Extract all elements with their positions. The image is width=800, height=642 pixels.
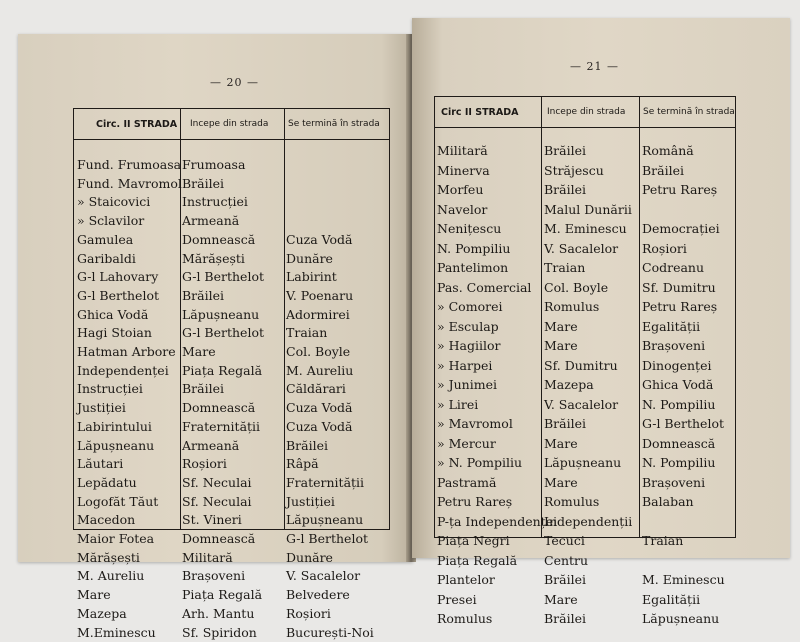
street-name: » Mavromol	[437, 416, 513, 431]
street-name: Minerva	[437, 162, 490, 178]
page-number: — 21 —	[570, 60, 619, 73]
table-header	[74, 109, 389, 140]
end-street: Brăilei	[286, 437, 329, 453]
table-row	[435, 436, 735, 453]
table-row	[435, 358, 735, 375]
street-name: » Sclavilor	[77, 213, 145, 229]
table-row	[74, 625, 389, 642]
table-row	[435, 455, 735, 472]
street-name: » Comorei	[437, 299, 503, 314]
start-street: Brăilei	[182, 381, 225, 397]
end-street: Dinogenței	[642, 357, 712, 373]
table-row	[74, 550, 389, 567]
street-name: P-ța Independenței	[437, 513, 558, 529]
start-street: Brăilei	[544, 611, 587, 626]
start-street: Armeană	[182, 213, 240, 229]
table-row	[74, 419, 389, 436]
table-row	[435, 143, 735, 160]
end-street: București-Noi	[286, 624, 374, 640]
table-row	[74, 400, 389, 417]
start-street: Piața Regală	[182, 362, 263, 378]
end-street: V. Sacalelor	[286, 568, 361, 584]
end-street: Adormirei	[286, 306, 350, 322]
table-row	[74, 157, 389, 174]
street-name: » Mercur	[437, 435, 496, 451]
end-street: Căldărari	[286, 381, 346, 397]
end-street: G-l Berthelot	[642, 416, 724, 431]
table-row	[435, 377, 735, 394]
start-street: Mare	[544, 591, 578, 607]
street-name: Maior Fotea	[77, 531, 155, 546]
end-street: Brașoveni	[642, 474, 706, 490]
street-name: » Junimei	[437, 377, 497, 392]
end-street: Balaban	[642, 494, 694, 509]
start-street: Sf. Dumitru	[544, 357, 618, 373]
street-name: Gamulea	[77, 231, 134, 247]
end-street: Dunăre	[286, 549, 333, 565]
table-row	[74, 344, 389, 361]
street-name: N. Pompiliu	[437, 240, 511, 256]
street-name: Militară	[437, 143, 488, 158]
table-row	[74, 363, 389, 380]
start-street: Piața Regală	[182, 587, 263, 603]
start-street: G-l Berthelot	[182, 269, 264, 285]
start-street: Brăilei	[544, 416, 587, 431]
start-street: Brăilei	[182, 287, 225, 303]
street-name: » Harpei	[437, 357, 493, 373]
table-row	[74, 176, 389, 193]
header-street: Circ. II STRADA	[96, 119, 178, 130]
end-street: Justiției	[286, 493, 335, 509]
start-street: Lăpușneanu	[182, 306, 260, 322]
street-name: Navelor	[437, 201, 488, 217]
table-row	[74, 381, 389, 398]
end-street: Col. Boyle	[286, 344, 351, 359]
end-street: Lăpușneanu	[286, 512, 364, 528]
end-street: Ghica Vodă	[642, 377, 714, 392]
start-street: Domnească	[182, 231, 256, 247]
start-street: Sf. Spiridon	[182, 624, 257, 640]
start-street: Sf. Neculai	[182, 493, 252, 509]
street-name: Ghica Vodă	[77, 306, 149, 322]
start-street: Romulus	[544, 494, 600, 509]
table-row	[74, 269, 389, 286]
table-row	[435, 514, 735, 531]
street-name: Plantelor	[437, 572, 495, 587]
end-street: Cuza Vodă	[286, 231, 353, 247]
street-table	[73, 108, 390, 640]
start-street: Mare	[182, 344, 216, 359]
table-row	[435, 416, 735, 433]
street-name: Fund. Frumoasa	[77, 157, 182, 172]
street-name: » Staicovici	[77, 194, 151, 210]
end-street: Râpă	[286, 456, 319, 472]
header-end: Se termină în strada	[288, 119, 380, 129]
street-name: Justiției	[77, 400, 126, 416]
start-street: Domnească	[182, 531, 256, 546]
table-row	[74, 512, 389, 529]
start-street: Mare	[544, 318, 578, 334]
header-start: Incepe din strada	[547, 107, 626, 117]
end-street: M. Aureliu	[286, 362, 354, 378]
end-street: N. Pompiliu	[642, 396, 716, 412]
table-row	[435, 397, 735, 414]
end-street: Codreanu	[642, 260, 705, 275]
start-street: Brăilei	[544, 182, 587, 197]
start-street: Brașoveni	[182, 568, 246, 584]
street-name: Lăutari	[77, 456, 124, 472]
end-street: Traian	[286, 325, 328, 341]
header-street: Circ II STRADA	[441, 107, 519, 118]
start-street: Centru	[544, 552, 589, 568]
street-name: Fund. Mavromol	[77, 175, 182, 191]
start-street: Mare	[544, 338, 578, 353]
street-name: Hatman Arbore	[77, 344, 176, 359]
table-row	[435, 338, 735, 355]
street-name: Logofăt Tăut	[77, 493, 159, 509]
table-row	[74, 251, 389, 268]
end-street: Dunăre	[286, 250, 333, 266]
end-street: Labirint	[286, 269, 337, 285]
end-street: Fraternității	[286, 474, 365, 490]
start-street: Brăilei	[182, 175, 225, 191]
street-name: Labirintului	[77, 418, 152, 434]
start-street: Frumoasa	[182, 157, 246, 172]
table-row	[74, 213, 389, 230]
street-name: Nenițescu	[437, 221, 502, 236]
street-name: Piața Regală	[437, 552, 518, 568]
street-name: Pastramă	[437, 474, 497, 490]
table-row	[74, 456, 389, 473]
start-street: Brăilei	[544, 143, 587, 158]
start-street: Arh. Mantu	[182, 605, 255, 621]
open-book	[10, 14, 790, 640]
start-street: V. Sacalelor	[544, 396, 619, 412]
end-street: Brașoveni	[642, 338, 706, 353]
end-street: Democrației	[642, 221, 720, 236]
table-row	[74, 438, 389, 455]
start-street: Tecuci	[544, 533, 585, 548]
table-row	[74, 232, 389, 249]
start-street: Mazepa	[544, 377, 594, 392]
table-row	[435, 319, 735, 336]
start-street: Traian	[544, 260, 586, 275]
street-name: Mazepa	[77, 605, 127, 621]
table-row	[74, 325, 389, 342]
table-header	[435, 97, 735, 128]
street-name: Macedon	[77, 512, 136, 528]
table-row	[74, 475, 389, 492]
street-name: Romulus	[437, 611, 493, 626]
header-end: Se termină în strada	[643, 107, 735, 117]
page-number: — 20 —	[210, 76, 259, 89]
street-name: Independenței	[77, 362, 169, 378]
table-row	[74, 568, 389, 585]
end-street: G-l Berthelot	[286, 531, 368, 546]
start-street: Mare	[544, 435, 578, 451]
street-name: Pas. Comercial	[437, 279, 532, 295]
table-row	[435, 299, 735, 316]
start-street: Romulus	[544, 299, 600, 314]
start-street: G-l Berthelot	[182, 325, 264, 341]
street-name: Piața Negri	[437, 533, 510, 548]
street-name: Instrucției	[77, 381, 143, 397]
end-street: N. Pompiliu	[642, 455, 716, 470]
start-street: Mărășești	[182, 250, 245, 266]
street-name: Mărășești	[77, 549, 140, 565]
end-street: Roșiori	[286, 605, 331, 621]
street-name: » N. Pompiliu	[437, 455, 523, 470]
start-street: Brăilei	[544, 572, 587, 587]
end-street: Petru Rareș	[642, 182, 718, 197]
start-street: Domnească	[182, 400, 256, 416]
table-row	[435, 475, 735, 492]
end-street: M. Eminescu	[642, 572, 725, 587]
start-street: Mare	[544, 474, 578, 490]
end-street: Petru Rareș	[642, 299, 718, 314]
start-street: V. Sacalelor	[544, 240, 619, 256]
end-street: Traian	[642, 533, 684, 548]
street-name: » Esculap	[437, 318, 499, 334]
end-street: Cuza Vodă	[286, 418, 353, 434]
end-street: Cuza Vodă	[286, 400, 353, 416]
start-street: Col. Boyle	[544, 279, 609, 295]
table-row	[435, 494, 735, 511]
street-name: » Lirei	[437, 396, 479, 412]
street-name: Lepădatu	[77, 474, 137, 490]
table-row	[74, 288, 389, 305]
start-street: St. Vineri	[182, 512, 242, 528]
end-street: Belvedere	[286, 587, 350, 603]
table-row	[435, 280, 735, 297]
table-row	[435, 592, 735, 609]
start-street: Fraternității	[182, 418, 261, 434]
end-street: Brăilei	[642, 162, 685, 178]
street-name: Petru Rareș	[437, 494, 513, 509]
end-street: V. Poenaru	[286, 287, 354, 303]
street-name: Mare	[77, 587, 111, 603]
street-name: Morfeu	[437, 182, 484, 197]
table-row	[435, 202, 735, 219]
street-table	[434, 96, 736, 626]
street-name: Garibaldi	[77, 250, 136, 266]
end-street: Română	[642, 143, 694, 158]
start-street: Armeană	[182, 437, 240, 453]
end-street: Roșiori	[642, 240, 687, 256]
table-row	[74, 531, 389, 548]
street-name: G-l Berthelot	[77, 287, 159, 303]
end-street: Lăpușneanu	[642, 611, 720, 626]
end-street: Domnească	[642, 435, 716, 451]
left-page	[18, 34, 413, 640]
start-street: Independenții	[544, 513, 633, 529]
table-row	[74, 587, 389, 604]
table-row	[74, 307, 389, 324]
start-street: Instrucției	[182, 194, 248, 210]
table-row	[435, 163, 735, 180]
start-street: Lăpușneanu	[544, 455, 622, 470]
street-name: » Hagiilor	[437, 338, 501, 353]
street-name: Presei	[437, 591, 477, 607]
start-street: Roșiori	[182, 456, 227, 472]
header-start: Incepe din strada	[190, 119, 269, 129]
table-row	[435, 221, 735, 238]
start-street: M. Eminescu	[544, 221, 627, 236]
end-street: Egalității	[642, 591, 701, 607]
table-row	[435, 533, 735, 550]
table-row	[74, 606, 389, 623]
street-name: Hagi Stoian	[77, 325, 152, 341]
start-street: Malul Dunării	[544, 201, 632, 217]
street-name: M. Aureliu	[77, 568, 145, 584]
end-street: Egalității	[642, 318, 701, 334]
table-row	[435, 572, 735, 589]
start-street: Străjescu	[544, 162, 604, 178]
table-row	[435, 182, 735, 199]
start-street: Militară	[182, 549, 233, 565]
table-row	[435, 241, 735, 258]
right-page	[412, 18, 790, 626]
street-name: Lăpușneanu	[77, 437, 155, 453]
end-street: Sf. Dumitru	[642, 279, 716, 295]
street-name: G-l Lahovary	[77, 269, 159, 285]
table-row	[435, 611, 735, 628]
street-name: Pantelimon	[437, 260, 509, 275]
table-row	[435, 260, 735, 277]
table-row	[74, 194, 389, 211]
table-row	[74, 494, 389, 511]
street-name: M.Eminescu	[77, 624, 156, 640]
start-street: Sf. Neculai	[182, 474, 252, 490]
table-row	[435, 553, 735, 570]
